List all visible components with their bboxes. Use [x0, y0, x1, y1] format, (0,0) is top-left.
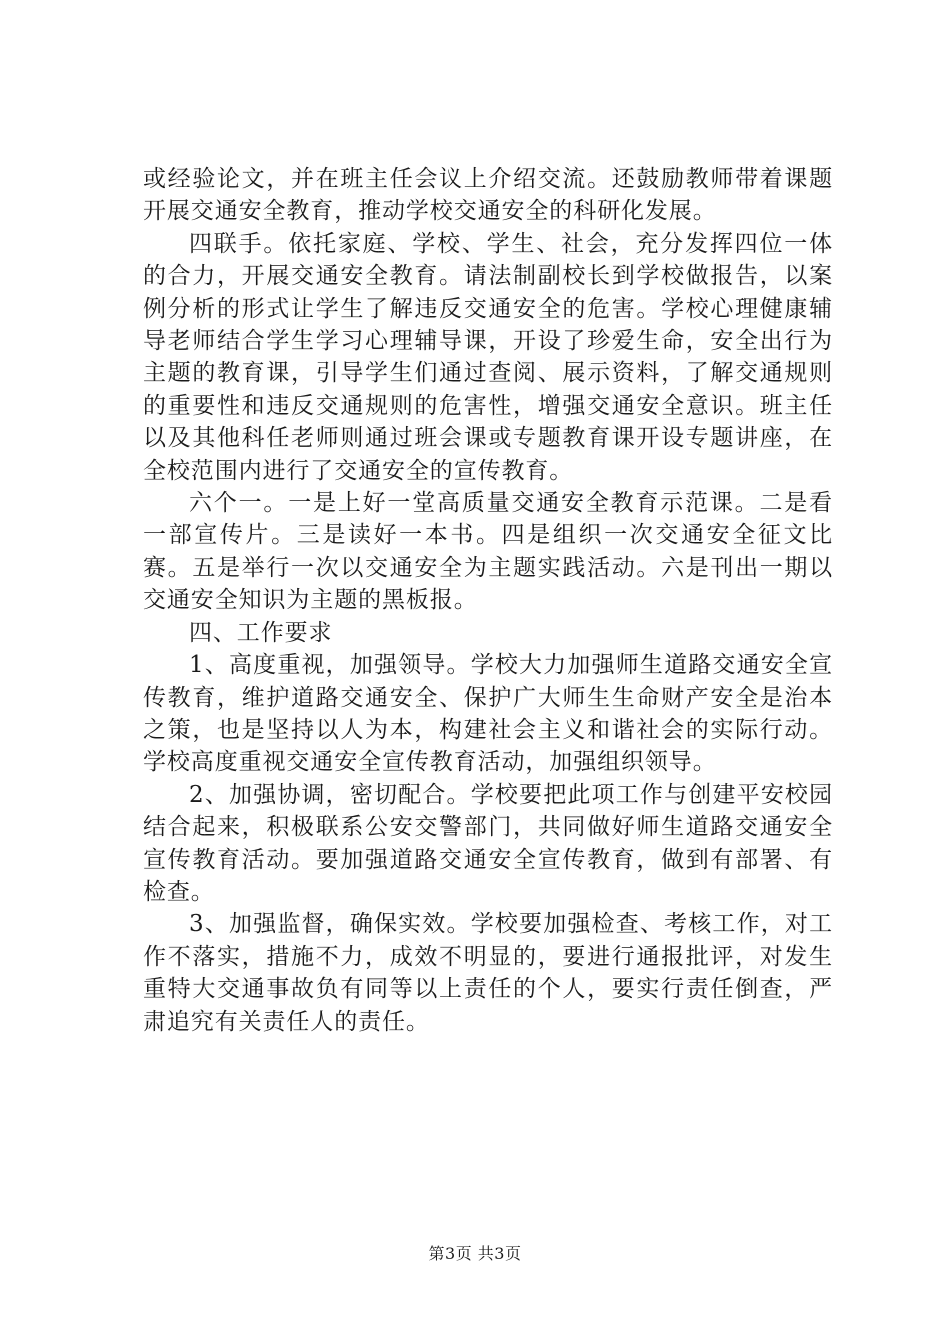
paragraph-six-ones: 六个一。一是上好一堂高质量交通安全教育示范课。二是看一部宣传片。三是读好一本书。四是组织一次交通安全征文比赛。五是举行一次以交通安全为主题实践活动。六是刊出一期以交通安全知识为主题的黑板报。 [143, 490, 833, 614]
document-body [143, 163, 833, 1038]
paragraph-four-partners: 四联手。依托家庭、学校、学生、社会，充分发挥四位一体的合力，开展交通安全教育。请法制副校长到学校做报告，以案例分析的形式让学生了解违反交通安全的危害。学校心理健康辅导老师结合学生学习心理辅导课，开设了珍爱生命，安全出行为主题的教育课，引导学生们通过查阅、展示资料，了解交通规则的重要性和违反交通规则的危害性，增强交通安全意识。班主任以及其他科任老师则通过班会课或专题教育课开设专题讲座，在全校范围内进行了交通安全的宣传教育。 [143, 230, 833, 484]
paragraph-requirement-2: 2、加强协调，密切配合。学校要把此项工作与创建平安校园结合起来，积极联系公安交警部门，共同做好师生道路交通安全宣传教育活动。要加强道路交通安全宣传教育，做到有部署、有检查。 [143, 781, 833, 905]
paragraph-continuation: 或经验论文，并在班主任会议上介绍交流。还鼓励教师带着课题开展交通安全教育，推动学校交通安全的科研化发展。 [143, 166, 833, 225]
section-heading-work-requirements: 四、工作要求 [189, 619, 333, 646]
page-number-footer: 第3页 共3页 [428, 1244, 522, 1263]
paragraph-requirement-1: 1、高度重视，加强领导。学校大力加强师生道路交通安全宣传教育，维护道路交通安全、保护广大师生生命财产安全是治本之策，也是坚持以人为本，构建社会主义和谐社会的实际行动。学校高度重视交通安全宣传教育活动，加强组织领导。 [143, 652, 833, 776]
paragraph-requirement-3: 3、加强监督，确保实效。学校要加强检查、考核工作，对工作不落实，措施不力，成效不明显的，要进行通报批评，对发生重特大交通事故负有同等以上责任的个人，要实行责任倒查，严肃追究有关责任人的责任。 [143, 911, 833, 1035]
